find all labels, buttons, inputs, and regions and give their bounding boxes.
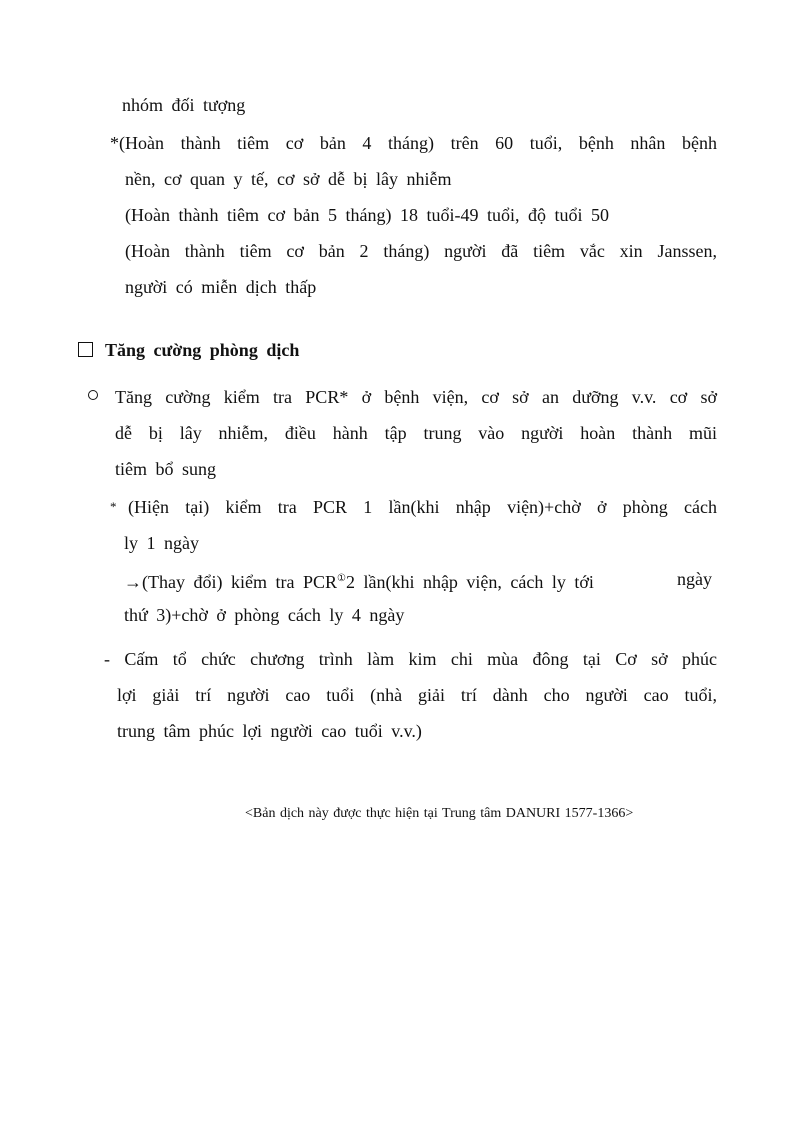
text-line: Tăng cường kiểm tra PCR* ở bệnh viện, cơ sở an dưỡng v.v. cơ sở <box>115 387 717 407</box>
text-line: tiêm bổ sung <box>115 459 216 479</box>
section-heading <box>78 338 299 362</box>
text-line: trung tâm phúc lợi người cao tuổi v.v.) <box>117 721 422 741</box>
text-line: ly 1 ngày <box>124 533 199 553</box>
note-text: 2 lần(khi nhập viện, cách ly tới <box>345 572 594 592</box>
text-line: ngày <box>677 569 712 589</box>
text-line: nhóm đối tượng <box>122 95 246 115</box>
text-line: lợi giải trí người cao tuổi (nhà giải trí dành cho người cao tuổi, <box>117 685 717 705</box>
text-line: người có miễn dịch thấp <box>125 277 317 297</box>
text-line: *(Hoàn thành tiêm cơ bản 4 tháng) trên 60 tuổi, bệnh nhân bệnh <box>110 133 717 153</box>
text-line: nền, cơ quan y tế, cơ sở dễ bị lây nhiễm <box>125 169 452 189</box>
note-text: →(Thay đổi) kiểm tra PCR <box>124 572 337 592</box>
text-line: dễ bị lây nhiễm, điều hành tập trung vào người hoàn thành mũi <box>115 423 717 443</box>
text-line: (Hoàn thành tiêm cơ bản 2 tháng) người đã tiêm vắc xin Janssen, <box>125 241 717 261</box>
text-line <box>124 567 594 594</box>
circle-bullet-icon <box>88 385 98 409</box>
text-line: - Cấm tổ chức chương trình làm kim chi mùa đông tại Cơ sở phúc <box>104 649 717 669</box>
asterisk-marker: * <box>110 499 117 514</box>
section-title: Tăng cường phòng dịch <box>105 340 300 360</box>
text-line: (Hoàn thành tiêm cơ bản 5 tháng) 18 tuổi-49 tuổi, độ tuổi 50 <box>125 205 609 225</box>
square-checkbox-icon <box>78 342 93 357</box>
text-line: (Hiện tại) kiểm tra PCR 1 lần(khi nhập viện)+chờ ở phòng cách <box>128 497 717 517</box>
text-line: thứ 3)+chờ ở phòng cách ly 4 ngày <box>124 605 405 625</box>
translation-credit: <Bản dịch này được thực hiện tại Trung tâm DANURI 1577-1366> <box>245 806 634 821</box>
circled-number: ① <box>336 573 346 584</box>
